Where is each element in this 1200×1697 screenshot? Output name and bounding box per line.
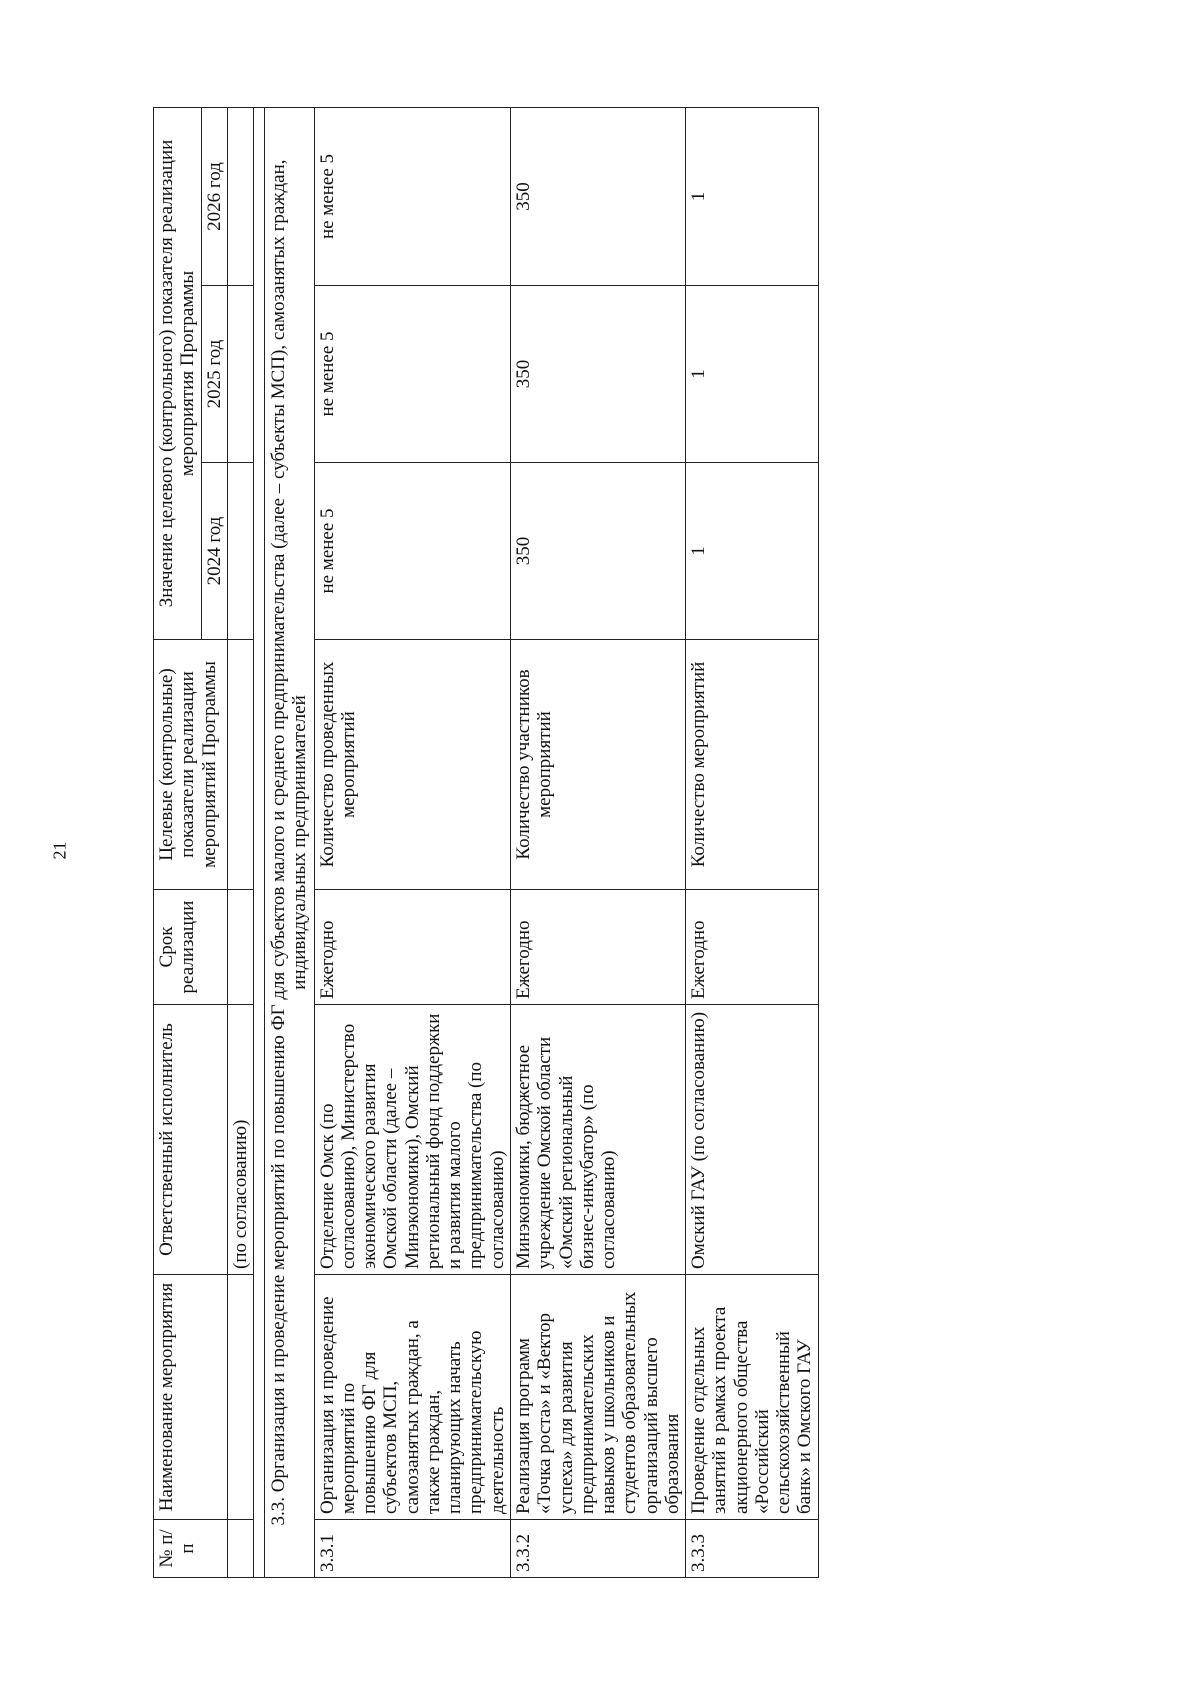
row-term: Ежегодно <box>314 890 510 1005</box>
table-row <box>686 107 819 1577</box>
header-term: Срок реализации <box>154 890 228 1005</box>
row-indicator: Количество мероприятий <box>686 640 819 890</box>
table-row <box>510 107 685 1577</box>
row-exec: Минэкономики, бюджетное учреждение Омской области «Омский региональный бизнес-инкубатор» (по согласованию) <box>510 1005 685 1275</box>
section-title: 3.3. Организация и проведение мероприятий по повышению ФГ для субъектов малого и среднего предпринимательства (далее – субъекты МСП), самозанятых граждан, индивидуальных предпринимателей <box>265 107 315 1577</box>
header-2026: 2026 год <box>201 107 227 285</box>
header-2025: 2025 год <box>201 286 227 463</box>
measures-table <box>153 107 819 1578</box>
row-2024: не менее 5 <box>314 463 510 640</box>
spacer-cell <box>254 107 265 1577</box>
row-2026: 350 <box>510 107 685 285</box>
row-name: Организация и проведение мероприятий по повышению ФГ для субъектов МСП, самозанятых граждан, а также граждан, планирующих начать предпринимательскую деятельность <box>314 1275 510 1520</box>
carry-over-row <box>227 107 253 1577</box>
row-2026: не менее 5 <box>314 107 510 285</box>
row-exec: Отделение Омск (по согласованию), Министерство экономического развития Омской области (далее – Минэкономики), Омский региональный фонд поддержки и развития малого предпринимательства (по согласованию) <box>314 1005 510 1275</box>
row-2024: 350 <box>510 463 685 640</box>
row-num: 3.3.1 <box>314 1520 510 1578</box>
carry-2026 <box>227 107 253 285</box>
carry-exec: (по согласованию) <box>227 1005 253 1275</box>
row-2025: не менее 5 <box>314 286 510 463</box>
page-number: 21 <box>49 841 70 860</box>
header-exec: Ответственный исполнитель <box>154 1005 228 1275</box>
carry-indicator <box>227 640 253 890</box>
carry-name <box>227 1275 253 1520</box>
header-indicator: Целевые (контрольные) показатели реализации мероприятий Программы <box>154 640 228 890</box>
row-2025: 350 <box>510 286 685 463</box>
header-2024: 2024 год <box>201 463 227 640</box>
row-2026: 1 <box>686 107 819 285</box>
header-name: Наименование мероприятия <box>154 1275 228 1520</box>
table-row <box>314 107 510 1577</box>
row-2025: 1 <box>686 286 819 463</box>
carry-num <box>227 1520 253 1578</box>
rotated-table-container <box>153 108 1093 1578</box>
carry-term <box>227 890 253 1005</box>
section-row <box>265 107 315 1577</box>
row-2024: 1 <box>686 463 819 640</box>
header-num: № п/п <box>154 1520 228 1578</box>
row-name: Реализация программ «Точка роста» и «Вектор успеха» для развития предпринимательских навыков у школьников и студентов образовательных организаций высшего образования <box>510 1275 685 1520</box>
row-term: Ежегодно <box>510 890 685 1005</box>
spacer-row <box>254 107 265 1577</box>
row-num: 3.3.2 <box>510 1520 685 1578</box>
row-indicator: Количество проведенных мероприятий <box>314 640 510 890</box>
carry-2025 <box>227 286 253 463</box>
row-num: 3.3.3 <box>686 1520 819 1578</box>
row-name: Проведение отдельных занятий в рамках проекта акционерного общества «Российский сельскохозяйственный банк» и Омского ГАУ <box>686 1275 819 1520</box>
row-indicator: Количество участников мероприятий <box>510 640 685 890</box>
carry-2024 <box>227 463 253 640</box>
header-value-group: Значение целевого (контрольного) показателя реализации мероприятия Программы <box>154 107 202 639</box>
row-term: Ежегодно <box>686 890 819 1005</box>
row-exec: Омский ГАУ (по согласованию) <box>686 1005 819 1275</box>
header-row <box>154 107 202 1577</box>
